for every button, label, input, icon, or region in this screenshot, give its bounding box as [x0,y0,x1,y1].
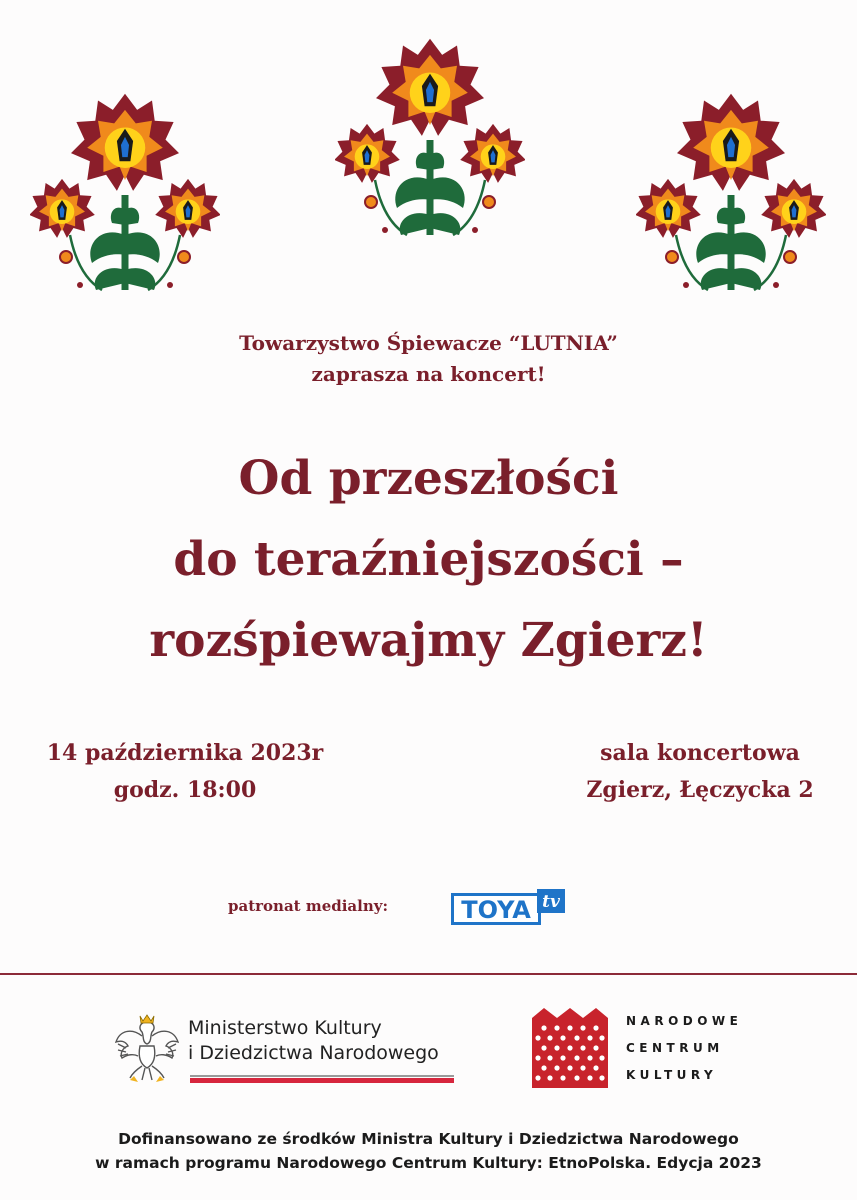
nck-crown-icon [532,1008,608,1088]
media-patron-label: patronat medialny: [228,897,388,915]
funding-line-2: w ramach programu Narodowego Centrum Kultury: EtnoPolska. Edycja 2023 [95,1154,762,1172]
toya-tv-logo-icon [451,889,566,927]
event-venue-block [565,735,835,809]
event-date: 14 października 2023r [46,740,324,766]
ministry-line-2: i Dziedzictwa Narodowego [188,1042,439,1064]
folk-flower-left-icon [30,85,220,300]
folk-flower-right-icon [636,85,826,300]
nck-line-2: CENTRUM [626,1041,724,1055]
folk-flower-center-icon [335,30,525,245]
event-address: Zgierz, Łęczycka 2 [586,777,814,803]
nck-line-3: KULTURY [626,1068,718,1082]
ministry-bar-red [190,1078,454,1083]
nck-name [626,1008,742,1089]
ministry-name [188,1016,439,1066]
toya-logo-text: TOYA [461,896,531,924]
invitation-line-2: zaprasza na koncert! [311,362,546,386]
title-line-2: do teraźniejszości – [173,532,684,587]
event-venue: sala koncertowa [600,740,800,766]
title-line-1: Od przeszłości [238,451,619,506]
title-line-3: rozśpiewajmy Zgierz! [149,613,708,668]
ministry-line-1: Ministerstwo Kultury [188,1017,382,1039]
toya-tv-text: tv [542,892,560,912]
ministry-bar-grey [190,1075,454,1077]
event-time: godz. 18:00 [113,777,257,803]
nck-line-1: NARODOWE [626,1014,743,1028]
invitation-line-1: Towarzystwo Śpiewacze “LUTNIA” [239,331,618,355]
funding-note [0,1127,857,1175]
funding-line-1: Dofinansowano ze środków Ministra Kultury i Dziedzictwa Narodowego [118,1130,739,1148]
event-date-block [20,735,350,809]
section-divider [0,973,857,975]
concert-title [0,438,857,681]
white-eagle-emblem-icon [112,1008,182,1088]
invitation-text [0,328,857,390]
